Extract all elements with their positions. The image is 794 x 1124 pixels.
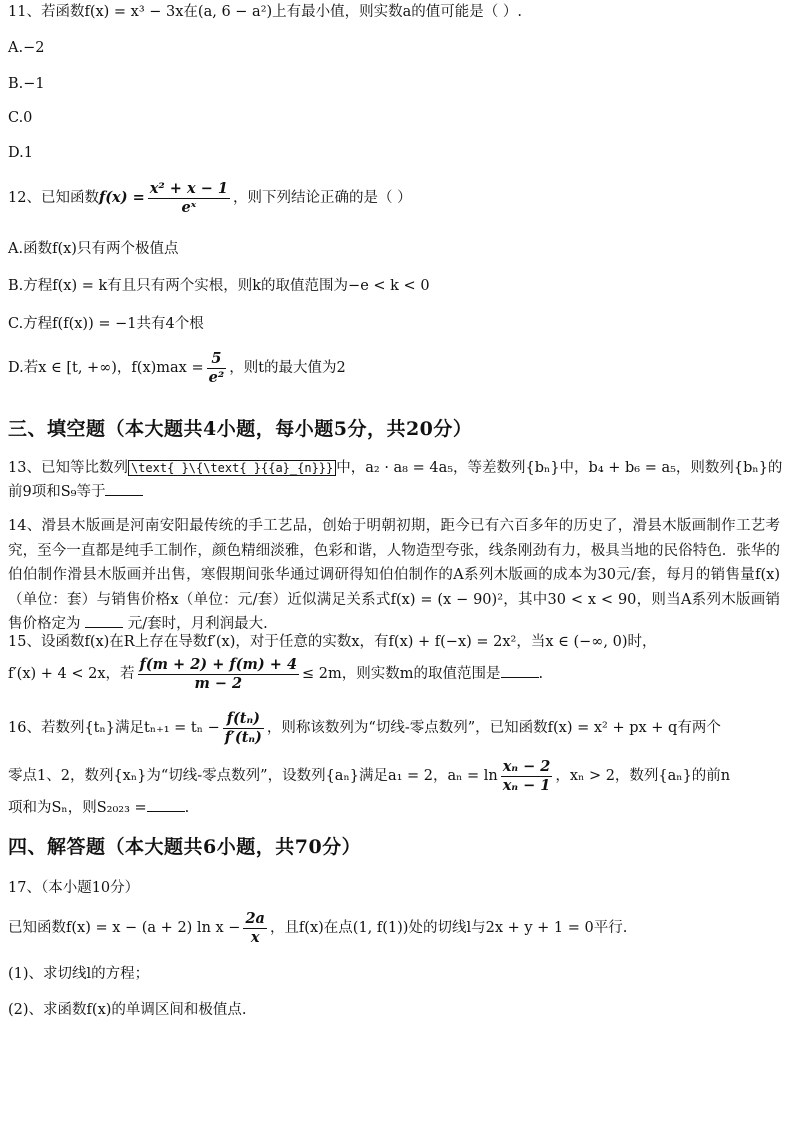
- q12-stem-suffix: ，则下列结论正确的是（ ）: [233, 190, 412, 206]
- q16-line-3-end: .: [184, 800, 190, 816]
- q12-option-a: A.函数f(x)只有两个极值点: [8, 241, 179, 257]
- q12-fraction-denominator: eˣ: [181, 198, 197, 216]
- q13-line-1: [8, 458, 782, 478]
- q12-option-b: B.方程f(x) = k有且只有两个实根，则k的取值范围为−e < k < 0: [8, 278, 430, 294]
- q15-fraction: [138, 656, 300, 693]
- q16-line-1-prefix: 16、若数列{tₙ}满足tₙ₊₁ = tₙ −: [8, 720, 220, 736]
- q16-fraction-2: [501, 758, 553, 795]
- q16-answer-blank[interactable]: [147, 799, 185, 812]
- q11-stem: 11、若函数f(x) = x³ − 3x在(a, 6 − a²)上有最小值，则实数a的值可能是（ ）.: [8, 4, 523, 20]
- q14-paragraph: [8, 514, 780, 637]
- q12-option-d-denominator: e²: [208, 368, 225, 386]
- q12-option-d-prefix: D.若x ∈ [t, +∞)，f(x)max =: [8, 360, 204, 376]
- q17-stem-prefix: 已知函数f(x) = x − (a + 2) ln x −: [8, 920, 241, 936]
- q15-fraction-denominator: m − 2: [194, 674, 243, 692]
- q15-line-2: [8, 654, 543, 694]
- section-3-heading: 三、填空题（本大题共4小题，每小题5分，共20分）: [8, 418, 473, 440]
- q13-answer-blank[interactable]: [105, 483, 143, 496]
- q13-suffix: 中，a₂ · a₈ = 4a₅，等差数列{bₙ}中，b₄ + b₆ = a₅，则数列{bₙ}的: [336, 460, 783, 476]
- q14-answer-blank[interactable]: [85, 615, 123, 628]
- q12-stem: [8, 178, 412, 218]
- q11-option-b: B.−1: [8, 76, 45, 92]
- q15-line-2-suffix: ≤ 2m，则实数m的取值范围是: [302, 666, 501, 682]
- q17-stem-suffix: ，且f(x)在点(1, f(1))处的切线l与2x + y + 1 = 0平行.: [269, 920, 628, 936]
- q16-line-2-suffix: ，xₙ > 2，数列{aₙ}的前n: [555, 768, 731, 784]
- q17-fraction-denominator: x: [250, 928, 260, 946]
- q16-line-2-prefix: 零点1、2，数列{xₙ}为“切线-零点数列”，设数列{aₙ}满足a₁ = 2，aₙ = ln: [8, 768, 498, 784]
- q17-fraction-numerator: 2a: [245, 909, 265, 927]
- q12-option-d: [8, 348, 346, 388]
- q15-line-2-prefix: f′(x) + 4 < 2x，若: [8, 666, 135, 682]
- q15-answer-blank[interactable]: [501, 665, 539, 678]
- q13-line-2: [8, 482, 143, 502]
- q17-stem: [8, 908, 627, 948]
- q14-tail: 元/套时，月利润最大.: [127, 616, 268, 632]
- q11-option-d: D.1: [8, 145, 33, 161]
- q12-option-c: C.方程f(f(x)) = −1共有4个根: [8, 316, 204, 332]
- q16-line-1: [8, 708, 721, 748]
- q17-fraction: [243, 910, 266, 947]
- q16-line-3: [8, 798, 189, 818]
- q12-function-lhs: f(x) =: [98, 189, 145, 206]
- q16-fraction-1: [223, 710, 264, 747]
- section-4-heading: 四、解答题（本大题共6小题，共70分）: [8, 836, 362, 858]
- q16-line-3-prefix: 项和为Sₙ，则S₂₀₂₃ =: [8, 800, 147, 816]
- q12-option-d-suffix: ，则t的最大值为2: [229, 360, 346, 376]
- q16-fraction-2-denominator: xₙ − 1: [502, 776, 551, 794]
- q15-fraction-numerator: f(m + 2) + f(m) + 4: [139, 655, 298, 673]
- q12-option-d-numerator: 5: [207, 350, 227, 369]
- q16-line-1-suffix: ，则称该数列为“切线-零点数列”，已知函数f(x) = x² + px + q有两个: [266, 720, 721, 736]
- q17-heading: 17、（本小题10分）: [8, 880, 140, 896]
- q16-fraction-1-numerator: f(tₙ): [223, 710, 264, 729]
- q12-option-d-fraction: [207, 350, 227, 387]
- q16-line-2: [8, 756, 730, 796]
- q12-fraction-numerator: x² + x − 1: [149, 179, 228, 197]
- q11-option-a: A.−2: [8, 40, 45, 56]
- q15-line-2-end: .: [538, 666, 544, 682]
- q14-text: 14、滑县木版画是河南安阳最传统的手工艺品，创始于明朝初期，距今已有六百多年的历史了，滑县木版画制作工艺考究，至今一直都是纯手工制作，颜色精细淡雅，色彩和谐，人物造型夸张，线条刚劲有力，极具当地的民俗特色．张华的伯伯制作滑县木版画并出售，寒假期间张华通过调研得知伯伯制作的A系列木版画的成本为30元/套，每月的销售量f(x)（单位：套）与销售价格x（单位：元/套）近似满足关系式f(x) = (x − 90)²，其中30 < x < 90，则当A系列木版画销售价格定为: [8, 518, 780, 632]
- q15-line-1: 15、设函数f(x)在R上存在导数f′(x)，对于任意的实数x，有f(x) + f(−x) = 2x²，当x ∈ (−∞, 0)时，: [8, 634, 657, 650]
- q13-prefix: 13、已知等比数列: [8, 460, 128, 476]
- q12-fraction: [148, 180, 230, 217]
- q13-boxed-formula: \text{ }\{\text{ }{{a}_{n}}}: [128, 460, 336, 476]
- q16-fraction-1-denominator: f′(tₙ): [224, 728, 262, 746]
- q12-stem-prefix: 12、已知函数: [8, 190, 99, 206]
- q16-fraction-2-numerator: xₙ − 2: [502, 757, 551, 775]
- q17-subquestion-1: (1)、求切线l的方程；: [8, 966, 150, 982]
- q17-subquestion-2: (2)、求函数f(x)的单调区间和极值点.: [8, 1002, 247, 1018]
- q13-line-2-text: 前9项和S₉等于: [8, 484, 106, 500]
- q11-option-c: C.0: [8, 110, 33, 126]
